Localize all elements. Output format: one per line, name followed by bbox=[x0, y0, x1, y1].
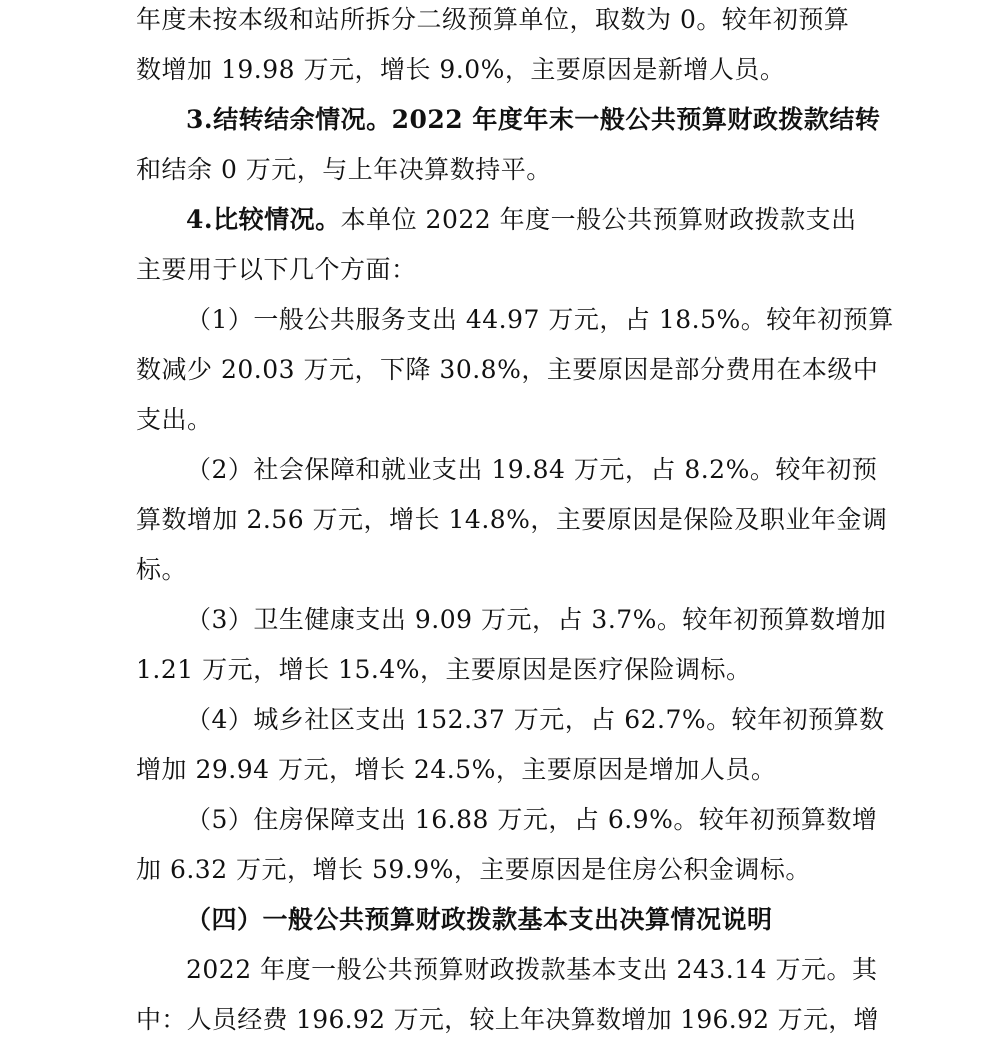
paragraph-line bbox=[136, 500, 887, 540]
paragraph-line bbox=[136, 1000, 879, 1040]
text-span: 数增加 19.98 万元，增长 9.0%，主要原因是新增人员。 bbox=[136, 55, 786, 84]
paragraph-line bbox=[136, 150, 552, 190]
text-span: 数减少 20.03 万元，下降 30.8%，主要原因是部分费用在本级中 bbox=[136, 355, 879, 384]
paragraph-line bbox=[136, 750, 776, 790]
paragraph-line bbox=[186, 200, 857, 240]
paragraph-line bbox=[186, 950, 877, 990]
text-span: （3）卫生健康支出 9.09 万元，占 3.7%。较年初预算数增加 bbox=[186, 605, 887, 634]
paragraph-line bbox=[136, 0, 849, 40]
text-span: 主要用于以下几个方面： bbox=[136, 255, 417, 284]
paragraph-line bbox=[136, 400, 213, 440]
text-span: 加 6.32 万元，增长 59.9%，主要原因是住房公积金调标。 bbox=[136, 855, 811, 884]
section-heading-3: 结转结余情况。2022 年度年末一般公共预算财政拨款结转 bbox=[213, 105, 881, 134]
paragraph-line bbox=[136, 850, 811, 890]
section-heading-4: 4.比较情况。 bbox=[186, 205, 341, 234]
paragraph-line bbox=[136, 50, 785, 90]
text-span: （1）一般公共服务支出 44.97 万元，占 18.5%。较年初预算 bbox=[186, 305, 894, 334]
paragraph-line bbox=[136, 350, 878, 390]
paragraph-line bbox=[186, 450, 877, 490]
section-heading: （四）一般公共预算财政拨款基本支出决算情况说明 bbox=[186, 905, 773, 934]
text-span: 1.21 万元，增长 15.4%，主要原因是医疗保险调标。 bbox=[136, 655, 752, 684]
text-span: （4）城乡社区支出 152.37 万元，占 62.7%。较年初预算数 bbox=[186, 705, 885, 734]
text-span: （5）住房保障支出 16.88 万元，占 6.9%。较年初预算数增 bbox=[186, 805, 878, 834]
text-span: 增加 29.94 万元，增长 24.5%，主要原因是增加人员。 bbox=[136, 755, 777, 784]
paragraph-line bbox=[136, 250, 417, 290]
paragraph-line bbox=[186, 300, 894, 340]
text-span: 标。 bbox=[136, 555, 188, 584]
text-span: （2）社会保障和就业支出 19.84 万元，占 8.2%。较年初预 bbox=[186, 455, 878, 484]
text-span: 年度未按本级和站所拆分二级预算单位，取数为 0。较年初预算 bbox=[136, 5, 850, 34]
text-span: 算数增加 2.56 万元，增长 14.8%，主要原因是保险及职业年金调 bbox=[136, 505, 888, 534]
text-span: 2022 年度一般公共预算财政拨款基本支出 243.14 万元。其 bbox=[186, 955, 878, 984]
paragraph-line bbox=[186, 800, 877, 840]
text-span: 和结余 0 万元，与上年决算数持平。 bbox=[136, 155, 552, 184]
text-span: 支出。 bbox=[136, 405, 213, 434]
paragraph-line bbox=[136, 650, 751, 690]
paragraph-line bbox=[136, 550, 187, 590]
section-heading-line bbox=[186, 900, 773, 940]
paragraph-line bbox=[186, 100, 880, 140]
text-span: 中：人员经费 196.92 万元，较上年决算数增加 196.92 万元，增 bbox=[136, 1005, 879, 1034]
paragraph-line bbox=[186, 600, 886, 640]
paragraph-line bbox=[186, 700, 885, 740]
text-span: 本单位 2022 年度一般公共预算财政拨款支出 bbox=[340, 205, 857, 234]
section-number-3: 3. bbox=[186, 105, 214, 134]
